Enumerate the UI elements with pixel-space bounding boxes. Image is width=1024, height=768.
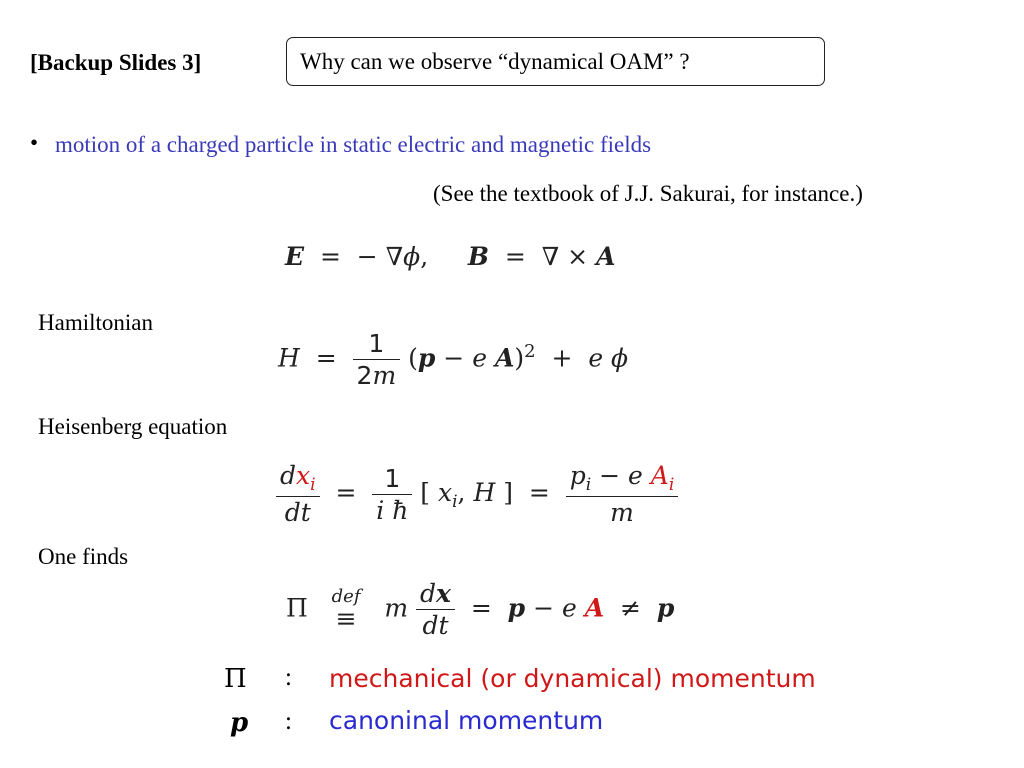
- section-hamiltonian: Hamiltonian: [38, 310, 153, 335]
- question-text: Why can we observe “dynamical OAM” ?: [300, 49, 690, 74]
- equation-heisenberg: $\frac{dx_i}{dt}$ = $\frac{1}{\text{i ħ}}$ [ $x_i$, H ] = $\frac{p_i - e A_i}{m}$: [276, 460, 678, 529]
- legend-mechanical-text: mechanical (or dynamical) momentum: [329, 664, 816, 693]
- reference-note: (See the textbook of J.J. Sakurai, for instance.): [433, 181, 863, 206]
- section-heisenberg: Heisenberg equation: [38, 414, 228, 439]
- legend-canonical-text: canoninal momentum: [329, 706, 604, 735]
- equation-hamiltonian: H = $\frac{1}{2m}$ (p − e A)$^2$ + e ϕ: [278, 329, 629, 391]
- equation-mechanical-momentum: Π def ≡ m $\frac{dx}{dt}$ = p − e A ≠ p: [286, 579, 675, 641]
- legend-canonical-symbol: p: [230, 708, 249, 738]
- legend-mechanical-separator: :: [285, 664, 292, 691]
- section-one-finds: One finds: [38, 544, 129, 569]
- bullet-text: motion of a charged particle in static electric and magnetic fields: [55, 132, 652, 157]
- equation-fields: E = − ∇ϕ, B = ∇ × A: [285, 242, 616, 271]
- slide-label: [Backup Slides 3]: [30, 50, 202, 75]
- bullet-marker: •: [30, 130, 39, 155]
- legend-mechanical-symbol: Π: [224, 664, 247, 694]
- legend-canonical-separator: :: [285, 708, 292, 735]
